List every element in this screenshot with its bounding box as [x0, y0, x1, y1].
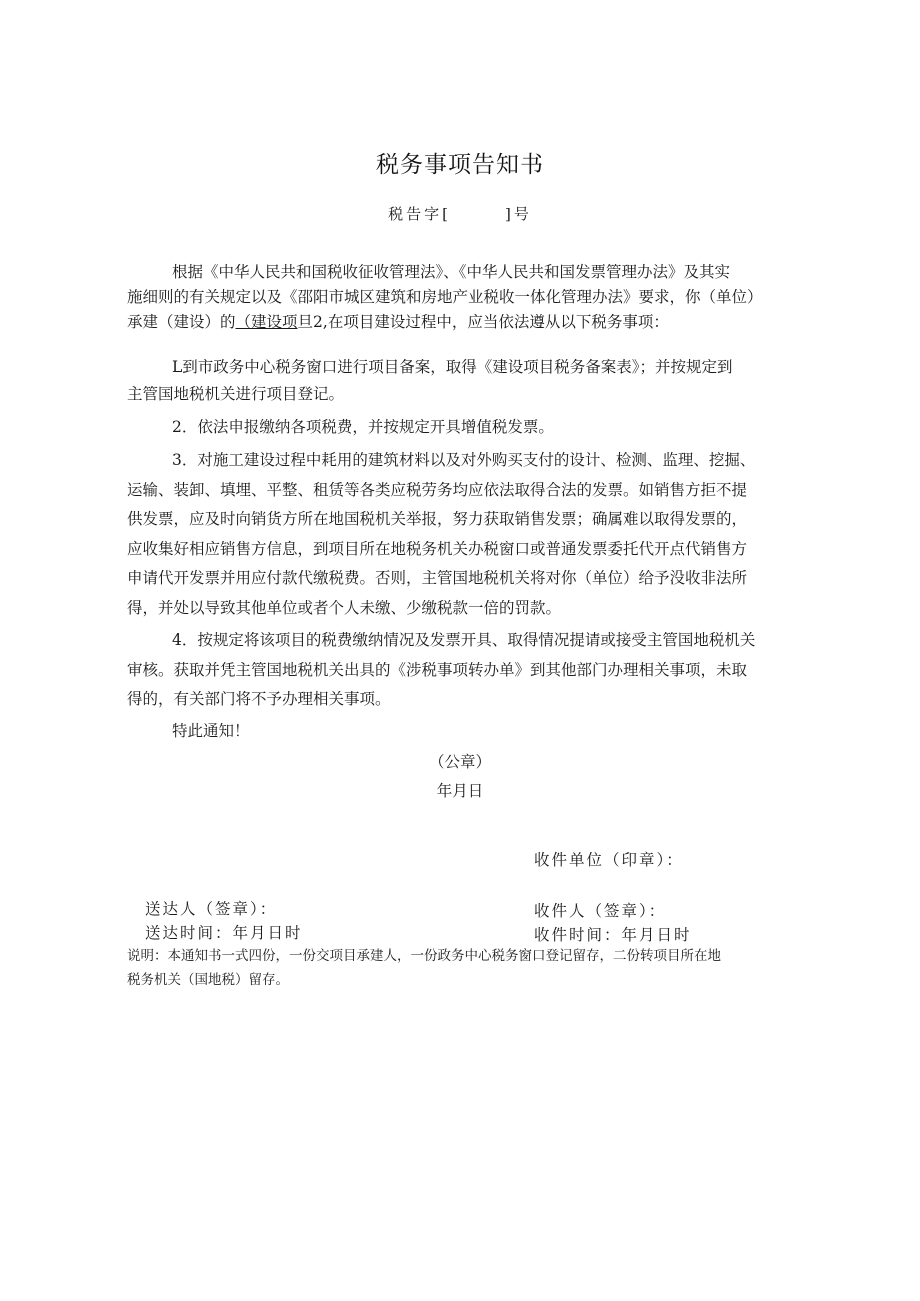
issue-date: 年月日 — [436, 782, 484, 800]
receiver-unit-seal: 收件单位（印章）： — [534, 851, 684, 869]
intro-line-3 — [127, 311, 669, 333]
item-3-line-6: 得，并处以导致其他单位或者个人未缴、少缴税款一倍的罚款。 — [127, 599, 562, 617]
item-4-line-1: 4．按规定将该项目的税费缴纳情况及发票开具、取得情况提请或接受主管国地税机关 — [172, 631, 756, 649]
receipt-time: 收件时间：年月日时 — [534, 926, 692, 944]
item-2-line-1: 2．依法申报缴纳各项税费，并按规定开具增值税发票。 — [172, 418, 554, 436]
intro-line-2: 施细则的有关规定以及《邵阳市城区建筑和房地产业税收一体化管理办法》要求，你（单位） — [127, 288, 763, 306]
item-1-line-2: 主管国地税机关进行项目登记。 — [127, 385, 345, 403]
intro-line-3-post: 旦2,在项目建设过程中，应当依法遵从以下税务事项： — [297, 313, 669, 331]
note-line-2: 税务机关（国地税）留存。 — [127, 972, 289, 988]
official-seal-label: （公章） — [428, 753, 491, 771]
item-4-line-2: 审核。获取并凭主管国地税机关出具的《涉税事项转办单》到其他部门办理相关事项，未取 — [127, 661, 748, 679]
item-3-line-3: 供发票，应及时向销货方所在地国税机关举报，努力获取销售发票；确属难以取得发票的， — [127, 510, 748, 528]
closing-text: 特此通知！ — [172, 722, 250, 740]
delivery-time: 送达时间：年月日时 — [145, 924, 303, 942]
document-number: 税告字[ ]号 — [388, 205, 532, 223]
item-3-line-4: 应收集好相应销售方信息，到项目所在地税务机关办税窗口或普通发票委托代开点代销售方 — [127, 540, 748, 558]
item-3-line-2: 运输、装卸、填埋、平整、租赁等各类应税劳务均应依法取得合法的发票。如销售方拒不提 — [127, 481, 748, 499]
item-1-line-1: L到市政务中心税务窗口进行项目备案，取得《建设项目税务备案表》；并按规定到 — [172, 358, 733, 376]
note-line-1: 说明：本通知书一式四份，一份交项目承建人，一份政务中心税务窗口登记留存，二份转项目所在地 — [127, 948, 721, 964]
item-3-line-5: 申请代开发票并用应付款代缴税费。否则，主管国地税机关将对你（单位）给予没收非法所 — [127, 569, 748, 587]
receiver-signature: 收件人（签章）： — [534, 902, 667, 920]
item-4-line-3: 得的，有关部门将不予办理相关事项。 — [127, 690, 391, 708]
item-3-line-1: 3．对施工建设过程中耗用的建筑材料以及对外购买支付的设计、检测、监理、挖掘、 — [172, 451, 756, 469]
deliverer-signature: 送达人（签章）： — [145, 900, 278, 918]
intro-line-1: 根据《中华人民共和国税收征收管理法》、《中华人民共和国发票管理办法》及其实 — [172, 263, 731, 281]
intro-line-3-pre: 承建（建设）的 — [127, 313, 236, 331]
project-name-blank: （建设项 — [235, 313, 298, 331]
page-title: 税务事项告知书 — [376, 152, 544, 178]
